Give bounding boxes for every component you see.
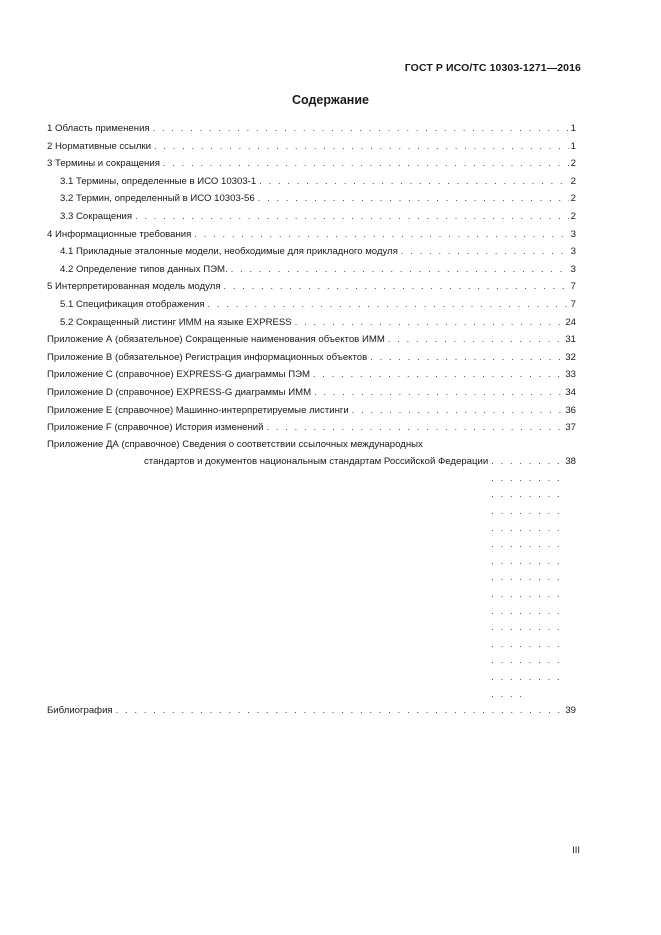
- toc-entry-page: 7: [570, 281, 576, 293]
- toc-entry-page: 3: [570, 246, 576, 258]
- toc-entry-page: 2: [570, 210, 576, 222]
- toc-entry-page: 31: [565, 334, 576, 346]
- toc-leader: [388, 331, 564, 348]
- table-of-contents: [47, 120, 576, 720]
- toc-entry-page: 24: [565, 316, 576, 328]
- toc-entry-page: 39: [565, 705, 576, 717]
- toc-entry-label: 2 Нормативные ссылки: [47, 140, 152, 152]
- toc-entry-label: Приложение Е (справочное) Машинно-интерпретируемые листинги: [47, 404, 349, 416]
- toc-leader: [314, 384, 563, 401]
- toc-leader: [258, 190, 569, 207]
- toc-subentry[interactable]: [47, 190, 576, 208]
- toc-entry[interactable]: [47, 419, 576, 437]
- toc-entry[interactable]: [47, 226, 576, 244]
- toc-entry[interactable]: [47, 402, 576, 420]
- toc-entry[interactable]: [47, 349, 576, 367]
- toc-subentry[interactable]: [47, 314, 576, 332]
- toc-entry-page: 2: [570, 193, 576, 205]
- toc-entry-label: 5.2 Сокращенный листинг ИММ на языке EXPRESS: [60, 316, 292, 328]
- toc-leader: [491, 453, 563, 702]
- toc-leader: [266, 419, 563, 436]
- toc-entry-page: 37: [565, 422, 576, 434]
- toc-leader: [352, 402, 564, 419]
- toc-entry-label-line1: Приложение ДА (справочное) Сведения о соответствии ссылочных международных: [47, 438, 423, 450]
- toc-entry-label: 3.1 Термины, определенные в ИСО 10303-1: [60, 175, 257, 187]
- toc-entry-label: 1 Область применения: [47, 123, 150, 134]
- toc-entry-page: 33: [565, 369, 576, 381]
- toc-subentry[interactable]: [47, 243, 576, 261]
- toc-leader: [224, 278, 569, 295]
- toc-entry-label: 3 Термины и сокращения: [47, 158, 160, 170]
- toc-entry[interactable]: [47, 384, 576, 402]
- toc-leader: [153, 120, 569, 137]
- toc-entry-label: 3.3 Сокращения: [60, 210, 133, 222]
- toc-subentry[interactable]: [47, 173, 576, 191]
- document-header: ГОСТ Р ИСО/ТС 10303-1271—2016: [404, 62, 581, 74]
- toc-leader: [163, 155, 569, 172]
- toc-entry-label: 5.1 Спецификация отображения: [60, 298, 205, 310]
- toc-leader: [231, 261, 569, 278]
- page-title: Содержание: [291, 93, 369, 107]
- toc-entry-label: Приложение В (обязательное) Регистрация информационных объектов: [47, 351, 368, 363]
- toc-subentry[interactable]: [47, 208, 576, 226]
- toc-entry-page: 7: [570, 298, 576, 310]
- toc-entry-label: 4.2 Определение типов данных ПЭМ.: [60, 263, 228, 275]
- toc-entry[interactable]: [47, 702, 576, 720]
- toc-leader: [154, 138, 569, 155]
- toc-entry-label: Приложение А (обязательное) Сокращенные наименования объектов ИММ: [47, 334, 385, 346]
- toc-entry-label: 5 Интерпретированная модель модуля: [47, 281, 221, 293]
- toc-entry-page: 1: [570, 140, 576, 152]
- toc-leader: [295, 314, 564, 331]
- toc-leader: [135, 208, 569, 225]
- toc-leader: [259, 173, 568, 190]
- toc-entry-label: 4 Информационные требования: [47, 228, 192, 240]
- toc-entry[interactable]: [47, 366, 576, 384]
- toc-entry-label: 3.2 Термин, определенный в ИСО 10303-56: [60, 193, 255, 205]
- toc-entry-label: Библиография: [47, 705, 113, 717]
- toc-entry-label-line2: стандартов и документов национальным стандартам Российской Федерации: [144, 456, 489, 468]
- toc-entry-label: 4.1 Прикладные эталонные модели, необходимые для прикладного модуля: [60, 246, 398, 258]
- toc-entry[interactable]: [47, 138, 576, 156]
- toc-entry-page: 2: [570, 175, 576, 187]
- toc-entry-label: Приложение D (справочное) EXPRESS-G диаграммы ИММ: [47, 386, 312, 398]
- page-number: III: [572, 845, 580, 856]
- toc-entry-multiline[interactable]: [47, 437, 576, 703]
- toc-entry[interactable]: [47, 278, 576, 296]
- toc-leader: [370, 349, 563, 366]
- toc-leader: [116, 702, 564, 719]
- toc-entry-page: 3: [570, 228, 576, 240]
- toc-entry-label: Приложение F (справочное) История изменений: [47, 422, 264, 434]
- toc-entry-page: 38: [565, 456, 576, 468]
- toc-entry-page: 36: [565, 404, 576, 416]
- toc-leader: [401, 243, 569, 260]
- toc-subentry[interactable]: [47, 296, 576, 314]
- toc-leader: [194, 226, 568, 243]
- toc-entry-page: 3: [570, 263, 576, 275]
- toc-entry[interactable]: [47, 120, 576, 138]
- toc-entry-page: 32: [565, 351, 576, 363]
- toc-leader: [313, 366, 563, 383]
- toc-entry-page: 34: [565, 386, 576, 398]
- toc-entry-page: 2: [570, 158, 576, 170]
- toc-entry-page: 1: [570, 123, 576, 134]
- toc-leader: [208, 296, 569, 313]
- toc-entry[interactable]: [47, 155, 576, 173]
- toc-entry[interactable]: [47, 331, 576, 349]
- toc-entry-label: Приложение С (справочное) EXPRESS-G диаграммы ПЭМ: [47, 369, 310, 381]
- toc-subentry[interactable]: [47, 261, 576, 279]
